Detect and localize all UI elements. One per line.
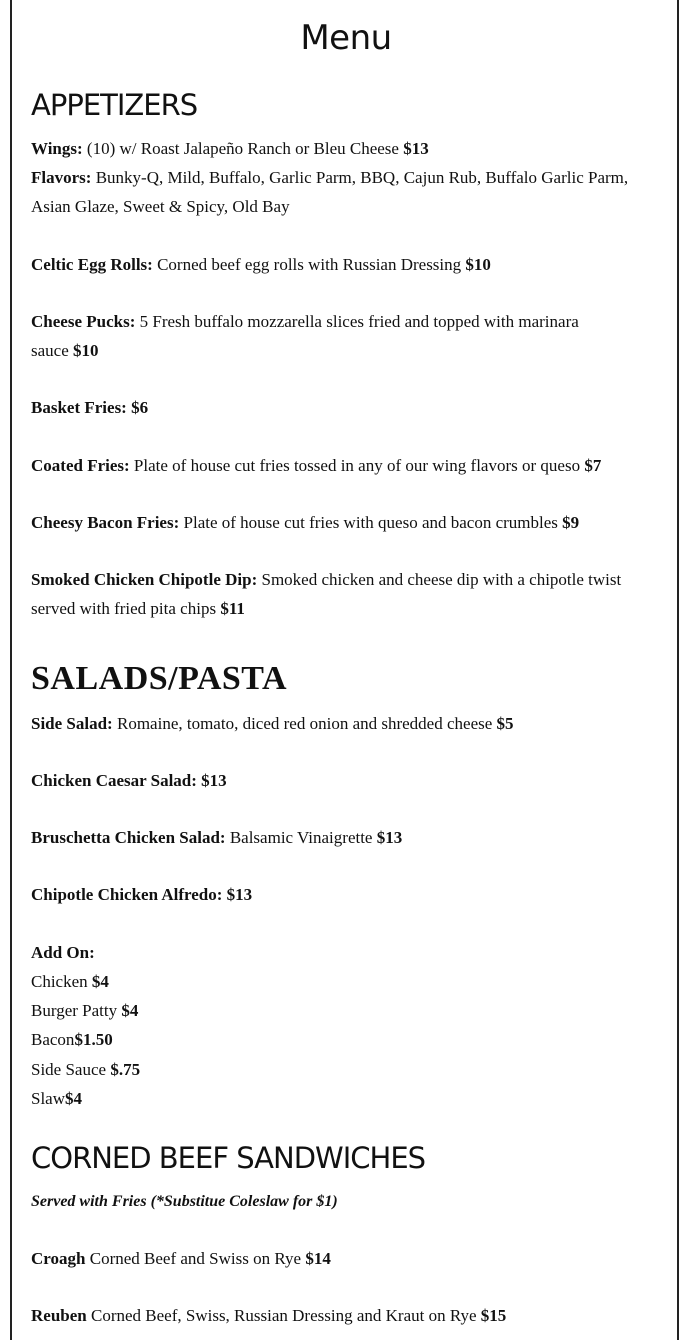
add-on-item bbox=[31, 1029, 113, 1051]
item-name: Celtic Egg Rolls: bbox=[31, 255, 153, 274]
item-name: Wings: bbox=[31, 139, 83, 158]
add-on-name: Burger Patty bbox=[31, 1001, 122, 1020]
item-desc: Plate of house cut fries tossed in any of our wing flavors or queso bbox=[129, 456, 585, 475]
item-name: Side Salad: bbox=[31, 714, 113, 733]
add-on-price: $4 bbox=[91, 972, 109, 991]
item-price: $7 bbox=[584, 456, 602, 475]
add-on-item bbox=[31, 971, 109, 993]
add-on-name: Bacon bbox=[31, 1030, 75, 1049]
item-desc: Romaine, tomato, diced red onion and shredded cheese bbox=[112, 714, 497, 733]
wing-flavors bbox=[31, 167, 628, 189]
item-name: Coated Fries: bbox=[31, 456, 130, 475]
item-name: Croagh bbox=[31, 1249, 86, 1268]
page-title: Menu bbox=[300, 18, 392, 58]
item-desc: Corned beef egg rolls with Russian Dressing bbox=[152, 255, 466, 274]
item-desc: 5 Fresh buffalo mozzarella slices fried and topped with marinara bbox=[135, 312, 579, 331]
flavors-label: Flavors: bbox=[31, 168, 92, 187]
add-on-name: Slaw bbox=[31, 1089, 65, 1108]
item-desc: Corned Beef, Swiss, Russian Dressing and Kraut on Rye bbox=[86, 1306, 481, 1325]
item-desc: Plate of house cut fries with queso and bacon crumbles bbox=[179, 513, 563, 532]
item-price: $13 bbox=[403, 139, 429, 158]
item-desc: (10) w/ Roast Jalapeño Ranch or Bleu Cheese bbox=[82, 139, 404, 158]
add-on-item bbox=[31, 1088, 82, 1110]
item-chipotle-dip bbox=[31, 569, 621, 591]
item-price: $9 bbox=[562, 513, 580, 532]
item-price: $14 bbox=[305, 1249, 331, 1268]
add-on-price: $4 bbox=[65, 1089, 82, 1108]
item-reuben bbox=[31, 1305, 506, 1327]
item-desc: served with fried pita chips bbox=[31, 599, 221, 618]
item-cheese-pucks bbox=[31, 311, 579, 333]
item-chipotle-alfredo: Chipotle Chicken Alfredo: $13 bbox=[31, 885, 253, 904]
item-price: $11 bbox=[220, 599, 245, 618]
item-price: $10 bbox=[73, 341, 99, 360]
item-desc: Corned Beef and Swiss on Rye bbox=[85, 1249, 306, 1268]
item-name: Smoked Chicken Chipotle Dip: bbox=[31, 570, 258, 589]
item-bruschetta-salad bbox=[31, 827, 402, 849]
item-basket-fries: Basket Fries: $6 bbox=[31, 398, 149, 417]
item-desc: Smoked chicken and cheese dip with a chipotle twist bbox=[257, 570, 622, 589]
item-coated-fries bbox=[31, 455, 601, 477]
item-celtic-egg-rolls bbox=[31, 254, 491, 276]
salads-heading: SALADS/PASTA bbox=[31, 660, 288, 697]
flavors-list: Bunky-Q, Mild, Buffalo, Garlic Parm, BBQ, Cajun Rub, Buffalo Garlic Parm, bbox=[91, 168, 629, 187]
add-on-price: $.75 bbox=[110, 1060, 141, 1079]
sandwiches-heading: CORNED BEEF SANDWICHES bbox=[31, 1141, 426, 1175]
item-cheese-pucks-continued bbox=[31, 340, 99, 362]
appetizers-heading: APPETIZERS bbox=[31, 88, 198, 122]
add-on-item bbox=[31, 1000, 138, 1022]
item-price: $10 bbox=[465, 255, 491, 274]
item-name: Cheese Pucks: bbox=[31, 312, 136, 331]
item-desc: Balsamic Vinaigrette bbox=[225, 828, 377, 847]
item-croagh bbox=[31, 1248, 331, 1270]
wing-flavors-continued: Asian Glaze, Sweet & Spicy, Old Bay bbox=[31, 197, 290, 216]
add-on-name: Chicken bbox=[31, 972, 92, 991]
item-cheesy-bacon-fries bbox=[31, 512, 579, 534]
add-on-label: Add On: bbox=[31, 943, 95, 962]
add-on-price: $4 bbox=[121, 1001, 139, 1020]
add-on-price: $1.50 bbox=[74, 1030, 113, 1049]
item-price: $15 bbox=[480, 1306, 507, 1325]
item-price: $13 bbox=[376, 828, 403, 847]
add-on-name: Side Sauce bbox=[31, 1060, 111, 1079]
sandwiches-note: Served with Fries (*Substitue Coleslaw for $1) bbox=[31, 1193, 338, 1210]
item-chipotle-dip-continued bbox=[31, 598, 245, 620]
item-price: $5 bbox=[496, 714, 514, 733]
item-wings bbox=[31, 138, 429, 160]
add-on-item bbox=[31, 1059, 140, 1081]
item-desc: sauce bbox=[31, 341, 74, 360]
item-name: Bruschetta Chicken Salad: bbox=[31, 828, 226, 847]
item-side-salad bbox=[31, 713, 514, 735]
item-name: Cheesy Bacon Fries: bbox=[31, 513, 180, 532]
item-chicken-caesar: Chicken Caesar Salad: $13 bbox=[31, 771, 227, 790]
item-name: Reuben bbox=[31, 1306, 87, 1325]
